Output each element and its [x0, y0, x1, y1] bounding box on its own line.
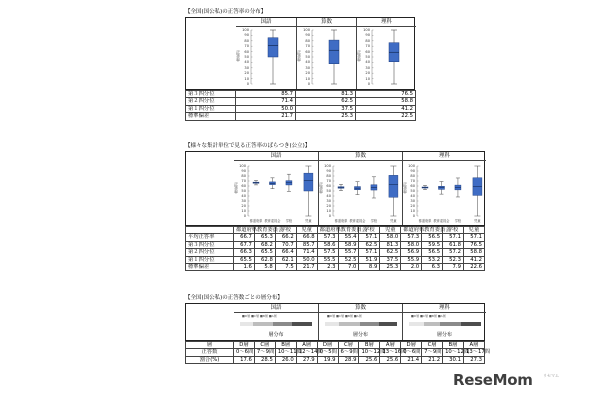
table-cell: 19.9: [317, 356, 338, 363]
column-header: 都道府県: [317, 227, 338, 234]
section1-subpanel: [236, 18, 296, 89]
table-cell: 13〜17問: [463, 349, 484, 356]
section1-chart-box: [185, 17, 415, 90]
layer-legend: ■D層 ■C層 ■B層 ■A層: [242, 314, 277, 318]
axis-tick-label: 80: [305, 38, 310, 43]
table-cell: 57.1: [359, 234, 380, 241]
table-cell: 66.4: [275, 249, 296, 256]
table-cell: 17.6: [234, 356, 255, 363]
table-cell: 58.0: [401, 241, 422, 248]
table-cell: 53.2: [422, 256, 443, 263]
unit-label: 学校: [454, 219, 462, 223]
table-cell: 76.5: [463, 241, 484, 248]
table-cell: 62.5: [380, 249, 401, 256]
section1-subpanel: [296, 18, 356, 89]
axis-tick-label: 0: [328, 214, 331, 218]
table-cell: A層: [380, 342, 401, 349]
table-cell: 7〜9問: [254, 349, 275, 356]
table-cell: 21.7: [236, 113, 296, 120]
axis-label: 正答率: [236, 50, 241, 62]
subject-header: 理科: [403, 152, 486, 161]
boxplot-svg: [372, 18, 416, 91]
column-header: 教育委員会: [254, 227, 275, 234]
axis-tick-label: 70: [410, 179, 415, 183]
subject-header: 理科: [403, 304, 486, 313]
axis-tick-label: 70: [241, 179, 246, 183]
row-label: 割合(%): [186, 356, 234, 363]
table-cell: 52.3: [443, 256, 464, 263]
table-cell: 55.4: [338, 234, 359, 241]
axis-tick-label: 80: [244, 38, 249, 43]
table-cell: 55.7: [338, 249, 359, 256]
row-label: 正答数: [186, 349, 234, 356]
axis-tick-label: 50: [244, 55, 249, 59]
axis-tick-label: 20: [365, 71, 370, 76]
boxplot-svg: [312, 18, 356, 91]
unit-label: 児童: [474, 219, 481, 223]
axis-tick-label: 0: [412, 214, 415, 218]
table-row: [186, 256, 485, 263]
table-cell: 57.2: [443, 249, 464, 256]
axis-tick-label: 40: [305, 60, 310, 65]
axis-tick-label: 80: [241, 174, 246, 178]
axis-tick-label: 10: [241, 209, 246, 213]
axis-tick-label: 70: [326, 179, 331, 183]
section3-table: [185, 341, 491, 364]
iqr-box: [389, 175, 398, 197]
axis-tick-label: 0: [307, 82, 310, 86]
column-header: 都道府県: [401, 227, 422, 234]
table-cell: 50.0: [236, 105, 296, 112]
axis-tick-label: 90: [410, 169, 415, 173]
boxplot-svg: [248, 152, 316, 227]
table-cell: 21.7: [296, 264, 317, 271]
layer-bar-segment: [339, 322, 360, 326]
table-cell: C層: [254, 342, 275, 349]
subject-header: 理科: [357, 18, 416, 27]
axis-tick-label: 50: [365, 55, 370, 59]
table-cell: 65.5: [254, 249, 275, 256]
table-row: [186, 234, 485, 241]
axis-tick-label: 100: [363, 28, 370, 32]
section2-subpanel: [318, 152, 402, 225]
axis-tick-label: 60: [241, 184, 246, 188]
axis-tick-label: 90: [244, 33, 249, 38]
axis-tick-label: 100: [242, 28, 249, 32]
axis-tick-label: 0: [367, 82, 370, 86]
table-cell: 65.3: [254, 234, 275, 241]
table-cell: 7.9: [443, 264, 464, 271]
unit-label: 教育委員会: [433, 219, 450, 223]
subject-header: 国語: [234, 304, 318, 313]
axis-tick-label: 70: [305, 44, 310, 49]
table-cell: 65.5: [234, 256, 255, 263]
table-cell: 7〜9問: [422, 349, 443, 356]
unit-label: 都道府県: [418, 219, 432, 223]
column-header: 児童: [296, 227, 317, 234]
distribution-label: 層分布: [436, 332, 452, 338]
unit-label: 教育委員会: [349, 219, 366, 223]
axis-label: 正答率: [403, 182, 408, 194]
table-row: [186, 342, 485, 349]
table-cell: 27.3: [463, 356, 484, 363]
table-cell: 56.9: [401, 249, 422, 256]
table-cell: 57.3: [317, 234, 338, 241]
axis-tick-label: 90: [326, 169, 331, 173]
table-cell: C層: [422, 342, 443, 349]
table-cell: 51.9: [359, 256, 380, 263]
subject-header: 算数: [319, 304, 402, 313]
unit-label: 学校: [370, 219, 378, 223]
section2-chart-box: [185, 151, 485, 226]
table-cell: 13〜16問: [380, 349, 401, 356]
table-cell: D層: [234, 342, 255, 349]
unit-label: 児童: [305, 219, 312, 223]
table-cell: 1.6: [234, 264, 255, 271]
table-cell: 58.8: [463, 249, 484, 256]
table-row: [186, 98, 416, 105]
axis-tick-label: 60: [244, 49, 249, 54]
axis-tick-label: 10: [326, 209, 331, 213]
table-cell: 0〜5問: [317, 349, 338, 356]
column-header: 都道府県: [234, 227, 255, 234]
section1-title: 【全国(国公私)の正答率の分布】: [185, 9, 267, 15]
table-cell: 55.5: [317, 256, 338, 263]
axis-tick-label: 10: [365, 76, 370, 81]
axis-tick-label: 10: [305, 76, 310, 81]
unit-label: 都道府県: [249, 219, 263, 223]
table-cell: 25.6: [380, 356, 401, 363]
boxplot-svg: [417, 152, 485, 227]
axis-tick-label: 30: [305, 65, 310, 70]
subject-header: 国語: [234, 152, 318, 161]
column-header: 学校: [359, 227, 380, 234]
table-cell: 66.8: [296, 234, 317, 241]
resemom-logo-sub: リセマム: [543, 373, 559, 378]
table-cell: 81.3: [296, 91, 356, 98]
table-cell: 85.7: [236, 91, 296, 98]
table-cell: A層: [463, 342, 484, 349]
table-cell: B層: [443, 342, 464, 349]
table-cell: 57.1: [443, 234, 464, 241]
axis-tick-label: 40: [326, 194, 331, 198]
axis-tick-label: 20: [326, 204, 331, 208]
table-cell: 5.8: [254, 264, 275, 271]
table-cell: 57.1: [359, 249, 380, 256]
table-cell: 8.9: [359, 264, 380, 271]
table-cell: 7.5: [275, 264, 296, 271]
axis-label: 正答率: [234, 182, 239, 194]
axis-tick-label: 80: [365, 38, 370, 43]
table-cell: 7.0: [338, 264, 359, 271]
axis-tick-label: 0: [243, 214, 246, 218]
section1-table: [185, 90, 416, 121]
table-cell: 56.5: [422, 249, 443, 256]
table-cell: 25.3: [296, 113, 356, 120]
table-cell: 22.5: [356, 113, 416, 120]
table-cell: 12〜14問: [296, 349, 317, 356]
layer-bar-segment: [240, 322, 253, 326]
axis-tick-label: 10: [410, 209, 415, 213]
table-cell: C層: [338, 342, 359, 349]
table-cell: D層: [401, 342, 422, 349]
table-cell: 57.1: [463, 234, 484, 241]
layer-bar-segment: [461, 322, 481, 326]
row-label: 標準偏差: [186, 264, 234, 271]
table-cell: 58.0: [380, 234, 401, 241]
axis-label: 正答率: [297, 50, 302, 62]
axis-tick-label: 50: [410, 189, 415, 193]
axis-tick-label: 30: [241, 199, 246, 203]
table-cell: 41.2: [356, 105, 416, 112]
table-row: [186, 105, 416, 112]
axis-tick-label: 40: [410, 194, 415, 198]
axis-tick-label: 30: [410, 199, 415, 203]
table-cell: 0〜6問: [401, 349, 422, 356]
table-row: [186, 241, 485, 248]
axis-tick-label: 30: [326, 199, 331, 203]
unit-label: 学校: [285, 219, 293, 223]
table-cell: 70.7: [275, 241, 296, 248]
table-cell: 58.9: [338, 241, 359, 248]
section3-subpanel: [234, 304, 318, 340]
table-cell: 58.6: [317, 241, 338, 248]
table-row: [186, 264, 485, 271]
table-cell: 27.9: [296, 356, 317, 363]
axis-tick-label: 20: [410, 204, 415, 208]
axis-tick-label: 70: [244, 44, 249, 49]
axis-tick-label: 80: [326, 174, 331, 178]
table-cell: 22.6: [463, 264, 484, 271]
table-row: [186, 249, 485, 256]
column-header: 児童: [463, 227, 484, 234]
table-cell: 71.4: [296, 249, 317, 256]
axis-tick-label: 100: [239, 164, 246, 168]
axis-label: 正答率: [357, 50, 362, 62]
subject-header: 算数: [319, 152, 402, 161]
axis-tick-label: 60: [365, 49, 370, 54]
column-header: 学校: [275, 227, 296, 234]
table-cell: 71.4: [236, 98, 296, 105]
axis-label: 正答率: [319, 182, 324, 194]
section1-subpanel: [356, 18, 416, 89]
table-cell: D層: [317, 342, 338, 349]
unit-label: 児童: [390, 219, 397, 223]
table-cell: 25.3: [380, 264, 401, 271]
table-cell: 28.5: [254, 356, 275, 363]
table-cell: B層: [275, 342, 296, 349]
layer-bar-segment: [379, 322, 397, 326]
layer-legend: ■D層 ■C層 ■B層 ■A層: [327, 314, 362, 318]
section3-subpanel: [402, 304, 486, 340]
table-cell: 25.6: [359, 356, 380, 363]
axis-tick-label: 100: [324, 164, 331, 168]
table-cell: 50.0: [296, 256, 317, 263]
table-cell: 58.8: [356, 98, 416, 105]
table-cell: A層: [296, 342, 317, 349]
layer-bar-segment: [292, 322, 312, 326]
row-label: 第２四分位: [186, 249, 234, 256]
axis-tick-label: 60: [305, 49, 310, 54]
table-cell: 76.5: [356, 91, 416, 98]
section3-subpanel: [318, 304, 402, 340]
iqr-box: [304, 173, 313, 191]
table-header-row: [186, 227, 485, 234]
axis-tick-label: 40: [244, 60, 249, 65]
table-cell: 21.2: [422, 356, 443, 363]
table-cell: 26.0: [275, 356, 296, 363]
boxplot-svg: [333, 152, 401, 227]
table-cell: 66.2: [275, 234, 296, 241]
axis-tick-label: 50: [305, 55, 310, 59]
section2-title: 【様々な集計単位で見る正答率のばらつき(公立)】: [185, 143, 311, 149]
subject-header: 国語: [236, 18, 296, 27]
table-cell: 10〜11問: [275, 349, 296, 356]
row-label: 平均正答率: [186, 234, 234, 241]
layer-bar-segment: [440, 322, 462, 326]
layer-bar-segment: [253, 322, 274, 326]
table-cell: 66.7: [234, 234, 255, 241]
table-cell: 37.5: [296, 105, 356, 112]
table-cell: 55.9: [401, 256, 422, 263]
section3-title: 【全国(国公私)の正答数ごとの層分布】: [185, 295, 283, 301]
axis-tick-label: 90: [241, 169, 246, 173]
layer-bar-segment: [273, 322, 292, 326]
table-cell: B層: [359, 342, 380, 349]
unit-label: 都道府県: [334, 219, 348, 223]
row-label: 第１四分位: [186, 256, 234, 263]
axis-tick-label: 60: [326, 184, 331, 188]
axis-tick-label: 70: [365, 44, 370, 49]
resemom-logo: ReseMom: [453, 371, 533, 389]
iqr-box: [268, 38, 278, 57]
axis-tick-label: 30: [365, 65, 370, 70]
row-label: 第２四分位: [186, 98, 236, 105]
axis-tick-label: 50: [241, 189, 246, 193]
axis-tick-label: 30: [244, 65, 249, 70]
section2-subpanel: [234, 152, 318, 225]
table-cell: 2.0: [401, 264, 422, 271]
layer-bar-segment: [360, 322, 378, 326]
layer-legend: ■D層 ■C層 ■B層 ■A層: [411, 314, 446, 318]
layer-bar-segment: [409, 322, 424, 326]
table-cell: 81.3: [380, 241, 401, 248]
axis-tick-label: 50: [326, 189, 331, 193]
table-cell: 6.3: [422, 264, 443, 271]
row-label: 標準偏差: [186, 113, 236, 120]
distribution-label: 層分布: [352, 332, 368, 338]
table-row: [186, 349, 485, 356]
axis-tick-label: 90: [305, 33, 310, 38]
table-cell: 30.1: [443, 356, 464, 363]
layer-bar-segment: [424, 322, 439, 326]
column-header: 教育委員会: [422, 227, 443, 234]
table-cell: 62.5: [359, 241, 380, 248]
table-cell: 66.3: [234, 249, 255, 256]
distribution-label: 層分布: [268, 332, 284, 338]
table-row: [186, 356, 485, 363]
table-cell: 85.7: [296, 241, 317, 248]
row-label: 第１四分位: [186, 105, 236, 112]
table-cell: 10〜12問: [359, 349, 380, 356]
table-cell: 57.5: [317, 249, 338, 256]
axis-tick-label: 90: [365, 33, 370, 38]
table-cell: 56.5: [422, 234, 443, 241]
axis-tick-label: 60: [410, 184, 415, 188]
table-row: [186, 113, 416, 120]
table-cell: 62.5: [296, 98, 356, 105]
corner-cell: [186, 227, 234, 234]
column-header: 学校: [443, 227, 464, 234]
table-cell: 61.8: [443, 241, 464, 248]
axis-tick-label: 100: [303, 28, 310, 32]
table-row: [186, 91, 416, 98]
section2-table: [185, 226, 485, 271]
table-cell: 28.9: [338, 356, 359, 363]
iqr-box: [329, 40, 339, 64]
axis-tick-label: 40: [365, 60, 370, 65]
row-label: 層: [186, 342, 234, 349]
table-cell: 67.7: [234, 241, 255, 248]
table-cell: 62.8: [254, 256, 275, 263]
axis-tick-label: 100: [408, 164, 415, 168]
section2-subpanel: [402, 152, 486, 225]
table-cell: 57.3: [401, 234, 422, 241]
table-cell: 0〜6問: [234, 349, 255, 356]
axis-tick-label: 40: [241, 194, 246, 198]
table-cell: 10〜12問: [443, 349, 464, 356]
table-cell: 59.5: [422, 241, 443, 248]
table-cell: 52.5: [338, 256, 359, 263]
column-header: 教育委員会: [338, 227, 359, 234]
row-label: 第３四分位: [186, 241, 234, 248]
section3-chart-box: [185, 303, 485, 341]
axis-tick-label: 80: [410, 174, 415, 178]
table-cell: 21.4: [401, 356, 422, 363]
unit-label: 教育委員会: [264, 219, 281, 223]
column-header: 児童: [380, 227, 401, 234]
table-cell: 41.2: [463, 256, 484, 263]
axis-tick-label: 0: [246, 82, 249, 86]
table-cell: 6〜9問: [338, 349, 359, 356]
table-cell: 37.5: [380, 256, 401, 263]
row-label: 第３四分位: [186, 91, 236, 98]
table-cell: 68.2: [254, 241, 275, 248]
boxplot-svg: [251, 18, 295, 91]
table-cell: 2.3: [317, 264, 338, 271]
subject-header: 算数: [297, 18, 356, 27]
axis-tick-label: 20: [241, 204, 246, 208]
table-cell: 62.1: [275, 256, 296, 263]
axis-tick-label: 10: [244, 76, 249, 81]
axis-tick-label: 20: [305, 71, 310, 76]
axis-tick-label: 20: [244, 71, 249, 76]
layer-bar-segment: [325, 322, 339, 326]
